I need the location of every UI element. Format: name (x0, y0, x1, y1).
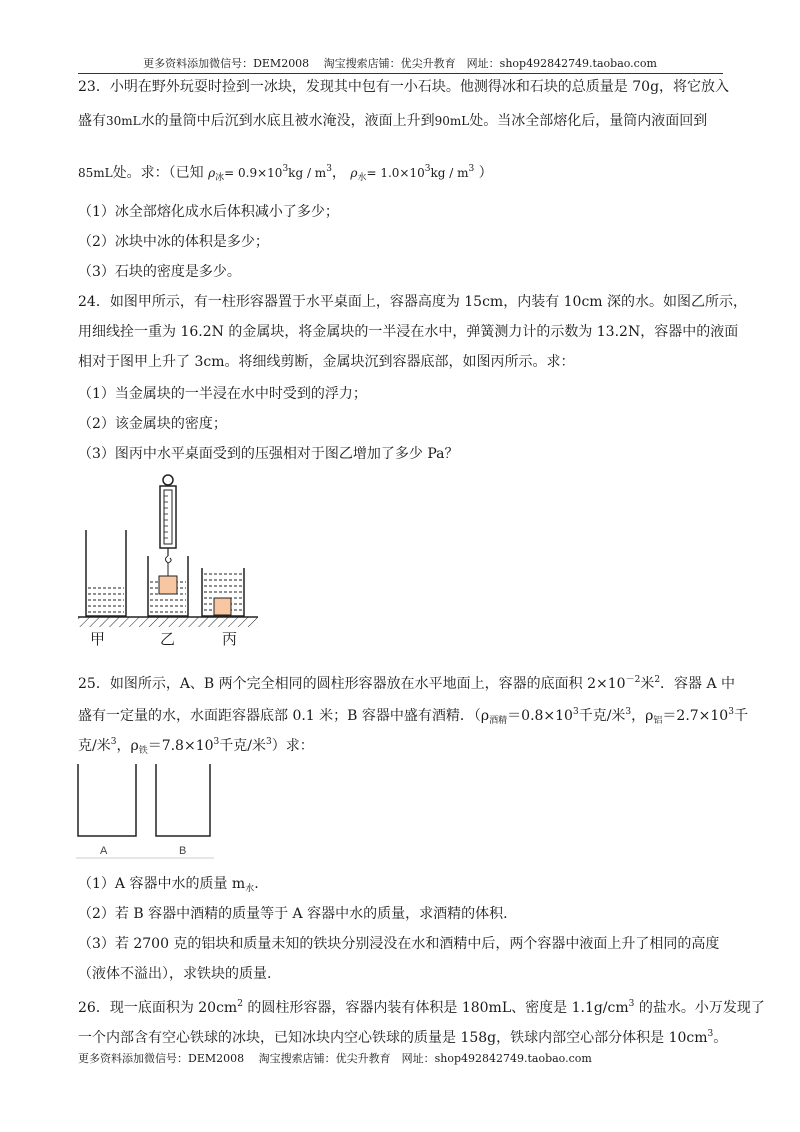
q24-line-2: 用细线拴一重为 16.2N 的金属块，将金属块的一半浸在水中，弹簧测力计的示数为 13.2N，容器中的液面 (78, 324, 739, 340)
q24-line-1: 24．如图甲所示，有一柱形容器置于水平桌面上，容器高度为 15cm，内装有 10cm 深的水。如图乙所示， (78, 294, 748, 310)
label-b: B (179, 845, 187, 857)
q23-line-3-known-values: 85mL处。求：（已知 $\rho_冰= 0.9\times 10^3kg / m^3$， $\rho_水= 1.0\times 10^3kg / m^3$ ） (78, 164, 493, 183)
container-b (156, 764, 210, 836)
page-footer: 更多资料添加微信号：DEM2008 淘宝搜索店铺：优尖升教育 网址：shop492842749.taobao.com (78, 1052, 592, 1065)
q26-line-2: 一个内部含有空心铁球的冰块，已知冰块内空心铁球的质量是 158g，铁球内部空心部分体积是 $10cm^3$。 (78, 1029, 728, 1046)
label-jia: 甲 (90, 630, 106, 648)
q24-part-1: （1）当金属块的一半浸在水中时受到的浮力； (78, 386, 367, 402)
page-header: 更多资料添加微信号：DEM2008 淘宝搜索店铺：优尖升教育 网址：shop492842749.taobao.com (143, 57, 657, 70)
label-yi: 乙 (160, 630, 176, 648)
q23-line-1: 23．小明在野外玩耍时捡到一冰块，发现其中包有一小石块。他测得冰和石块的总质量是 70g，将它放入 (78, 79, 730, 95)
container-bing (202, 568, 244, 616)
q23-part-2: （2）冰块中冰的体积是多少； (78, 234, 269, 250)
header-divider (78, 73, 723, 74)
q24-line-3: 相对于图甲上升了 3cm。将细线剪断，金属块沉到容器底部，如图丙所示。求： (78, 354, 575, 370)
label-bing: 丙 (222, 630, 238, 648)
q25-part-2: （2）若 B 容器中酒精的质量等于 A 容器中水的质量，求酒精的体积. (78, 906, 508, 922)
q25-figure-containers (76, 762, 216, 862)
q25-part-3: （3）若 2700 克的铝块和质量未知的铁块分别浸没在水和酒精中后，两个容器中液面上升了相同的高度 (78, 936, 720, 952)
q23-part-3: （3）石块的密度是多少。 (78, 264, 241, 280)
q24-part-3: （3）图丙中水平桌面受到的压强相对于图乙增加了多少 Pa？ (78, 446, 459, 462)
q24-figure-containers (78, 470, 268, 655)
q25-part-3-continued: （液体不溢出），求铁块的质量. (78, 966, 272, 982)
q23-part-1: （1）冰全部熔化成水后体积减小了多少； (78, 204, 339, 220)
q25-part-1: （1）A 容器中水的质量 $m_水$. (78, 876, 259, 894)
q25-line-2: 盛有一定量的水，水面距容器底部 0.1 米；B 容器中盛有酒精．（$\rho_{酒精}=0.8\times 10^3$千克/米$^3$，$\rho_铝=2.7\times 10^3$千 (78, 707, 748, 726)
q26-line-1: 26．现一底面积为 $20cm^2$ 的圆柱形容器，容器内装有体积是 180mL、密度是 $1.1g/cm^3$ 的盐水。小万发现了 (78, 999, 765, 1016)
label-a: A (100, 845, 108, 857)
q24-part-2: （2）该金属块的密度； (78, 416, 227, 432)
q25-line-1: 25．如图所示，A、B 两个完全相同的圆柱形容器放在水平地面上，容器的底面积 $2\times 10^{-2}$米$^2$．容器 A 中 (78, 675, 736, 692)
container-jia (86, 530, 126, 616)
spring-scale (160, 475, 176, 576)
q25-line-3: 克/米$^3$，$\rho_铁=7.8\times 10^3$千克/米$^3$）求： (78, 737, 314, 756)
q23-line-2: 盛有30mL水的量筒中后沉到水底且被水淹没，液面上升到90mL处。当冰全部熔化后，量筒内液面回到 (78, 113, 708, 129)
table-surface (78, 617, 258, 627)
container-a (78, 764, 136, 836)
